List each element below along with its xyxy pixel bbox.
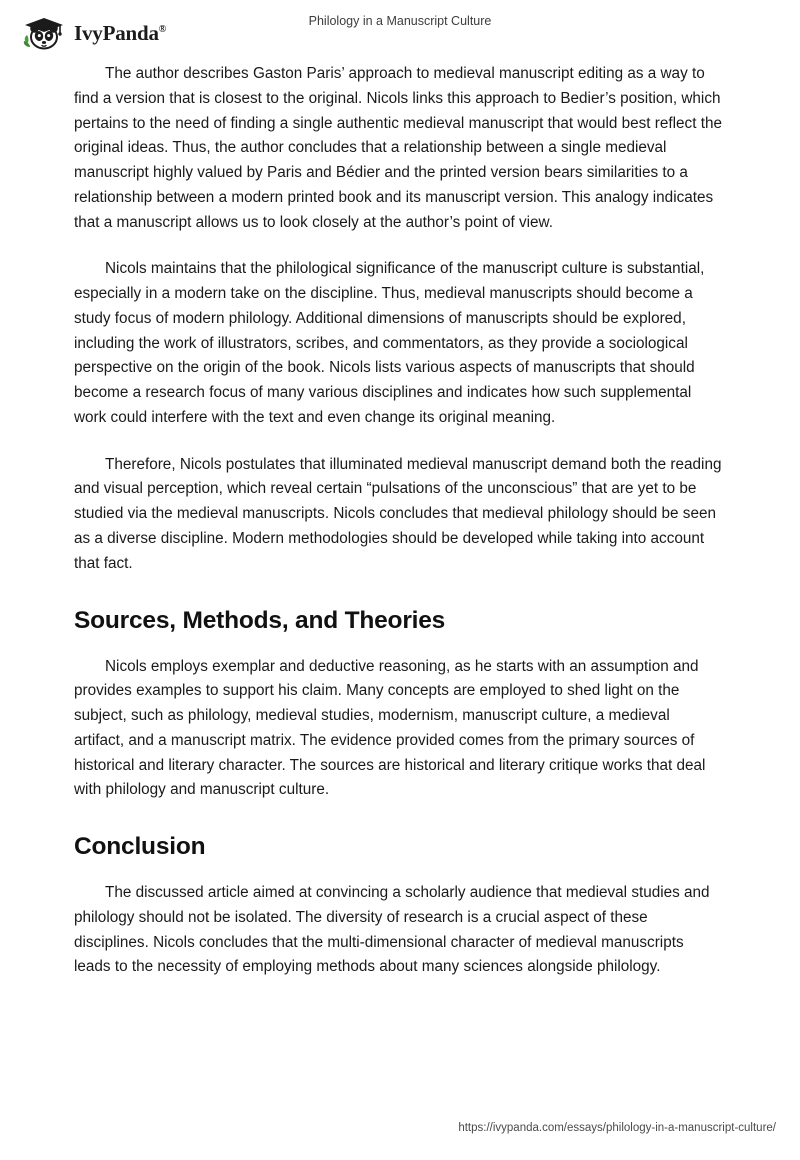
registered-mark: ® <box>158 23 167 35</box>
paragraph: Nicols maintains that the philological significance of the manuscript culture is substantial, especially in a modern take on the discipline. Thus, medieval manuscripts should become a study focus of modern philology. Additional dimensions of manuscripts should be explored, including the work of illustrators, scribes, and commentators, as they provide a sociological perspective on the origin of the book. Nicols lists various aspects of manuscripts that should become a research focus of many various disciplines and indicates how such supplemental work could interfere with the text and even change its original meaning. <box>74 260 705 426</box>
source-url-link[interactable]: https://ivypanda.com/essays/philology-in-a-manuscript-culture/ <box>458 1122 776 1134</box>
brand-name-text: IvyPanda <box>74 20 159 45</box>
paragraph: Therefore, Nicols postulates that illuminated medieval manuscript demand both the reading and visual perception, which reveal certain “pulsations of the unconscious” that are yet to be studied via the medieval manuscripts. Nicols concludes that medieval philology should be seen as a diverse discipline. Modern methodologies should be developed while taking into account that fact. <box>74 455 722 572</box>
document-running-title: Philology in a Manuscript Culture <box>308 14 492 28</box>
paragraph: The discussed article aimed at convincing a scholarly audience that medieval studies and philology should not be isolated. The diversity of research is a crucial aspect of these disciplines. Nicols concludes that the multi-dimensional character of medieval manuscripts leads to the necessity of employing methods about many sciences alongside philology. <box>74 884 710 976</box>
paragraph: Nicols employs exemplar and deductive reasoning, as he starts with an assumption and provides examples to support his claim. Many concepts are employed to shed light on the subject, such as philology, medieval studies, modernism, manuscript culture, a medieval artifact, and a manuscript matrix. The evidence provided comes from the primary sources of historical and literary character. The sources are historical and literary critique works that deal with philology and manuscript culture. <box>74 657 706 799</box>
section-heading-conclusion: Conclusion <box>74 833 206 861</box>
document-body <box>74 62 722 1002</box>
page-header <box>0 0 800 62</box>
paragraph: The author describes Gaston Paris’ approach to medieval manuscript editing as a way to find a version that is closest to the original. Nicols links this approach to Bedier’s position, which pertains to the need of finding a single authentic medieval manuscript that would best reflect the original ideas. Thus, the author concludes that a relationship between a single medieval manuscript highly valued by Paris and Bédier and the printed version bears similarities to a relationship between a modern printed book and its manuscript version. This analogy indicates that a manuscript allows us to look closely at the author’s point of view. <box>74 65 722 231</box>
section-heading-sources-methods-theories: Sources, Methods, and Theories <box>74 606 446 634</box>
